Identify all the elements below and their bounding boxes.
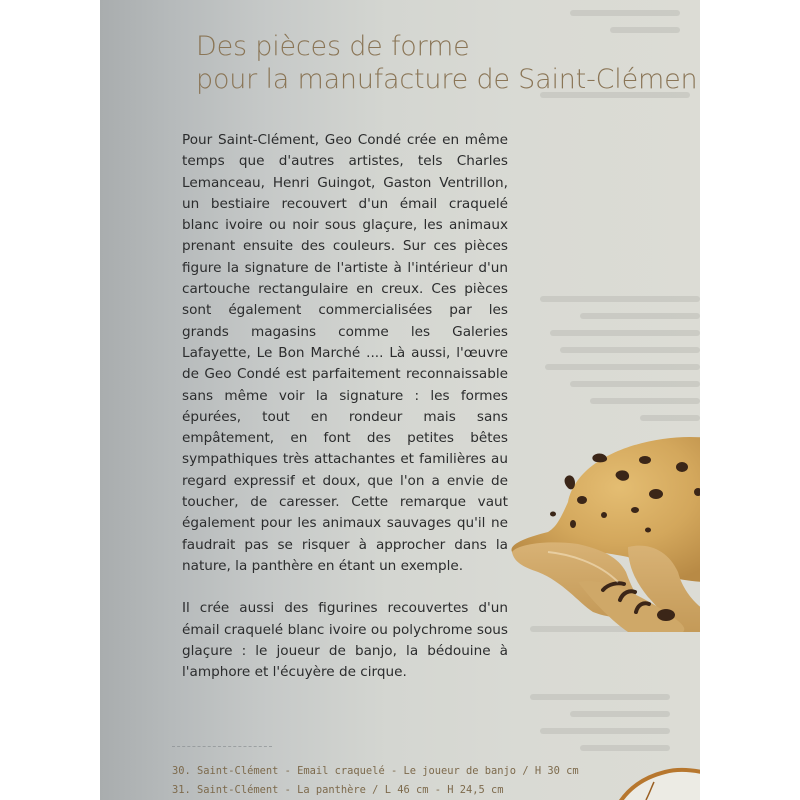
banjo-player-figurine-image <box>610 762 700 800</box>
body-paragraph-2: Il crée aussi des figurines recouvertes d'un émail craquelé blanc ivoire ou polychrome sous glaçure : le joueur de banjo, la bédouine à l'amphore et l'écuyère de cirque. <box>182 600 508 681</box>
title-line-1: Des pièces de forme <box>196 31 470 62</box>
magazine-page <box>100 0 700 800</box>
caption-30: 30. Saint-Clément - Email craquelé - Le joueur de banjo / H 30 cm <box>172 765 579 777</box>
panther-figurine-image <box>508 432 700 632</box>
page-title <box>196 30 700 96</box>
bleed-through-text <box>530 688 670 756</box>
title-line-2: pour la manufacture de Saint-Clémen <box>196 64 698 95</box>
bleed-through-text <box>540 290 700 426</box>
body-paragraph-1: Pour Saint-Clément, Geo Condé crée en même temps que d'autres artistes, tels Charles Lemanceau, Henri Guingot, Gaston Ventrillon, un bestiaire recouvert d'un émail craquelé blanc ivoire ou noir sous glaçure, les animaux prenant ensuite des couleurs. Sur ces pièces figure la signature de l'artiste à l'intérieur d'un cartouche rectangulaire en creux. Ces pièces sont également commercialisées par les grands magasins comme les Galeries Lafayette, Le Bon Marché .... Là aussi, l'œuvre de Geo Condé est parfaitement reconnaissable sans même voir la signature : les formes épurées, tout en rondeur mais sans empâtement, en font des petites bêtes sympathiques très attachantes et familières au regard expressif et doux, que l'on a envie de toucher, de caresser. Cette remarque vaut également pour les animaux sauvages qu'il ne faudrait pas se risquer à approcher dans la nature, la panthère en étant un exemple. <box>182 132 508 574</box>
caption-separator <box>172 746 272 747</box>
caption-31: 31. Saint-Clément - La panthère / L 46 cm - H 24,5 cm <box>172 784 504 796</box>
article-body <box>182 130 508 683</box>
figure-captions <box>172 762 579 800</box>
